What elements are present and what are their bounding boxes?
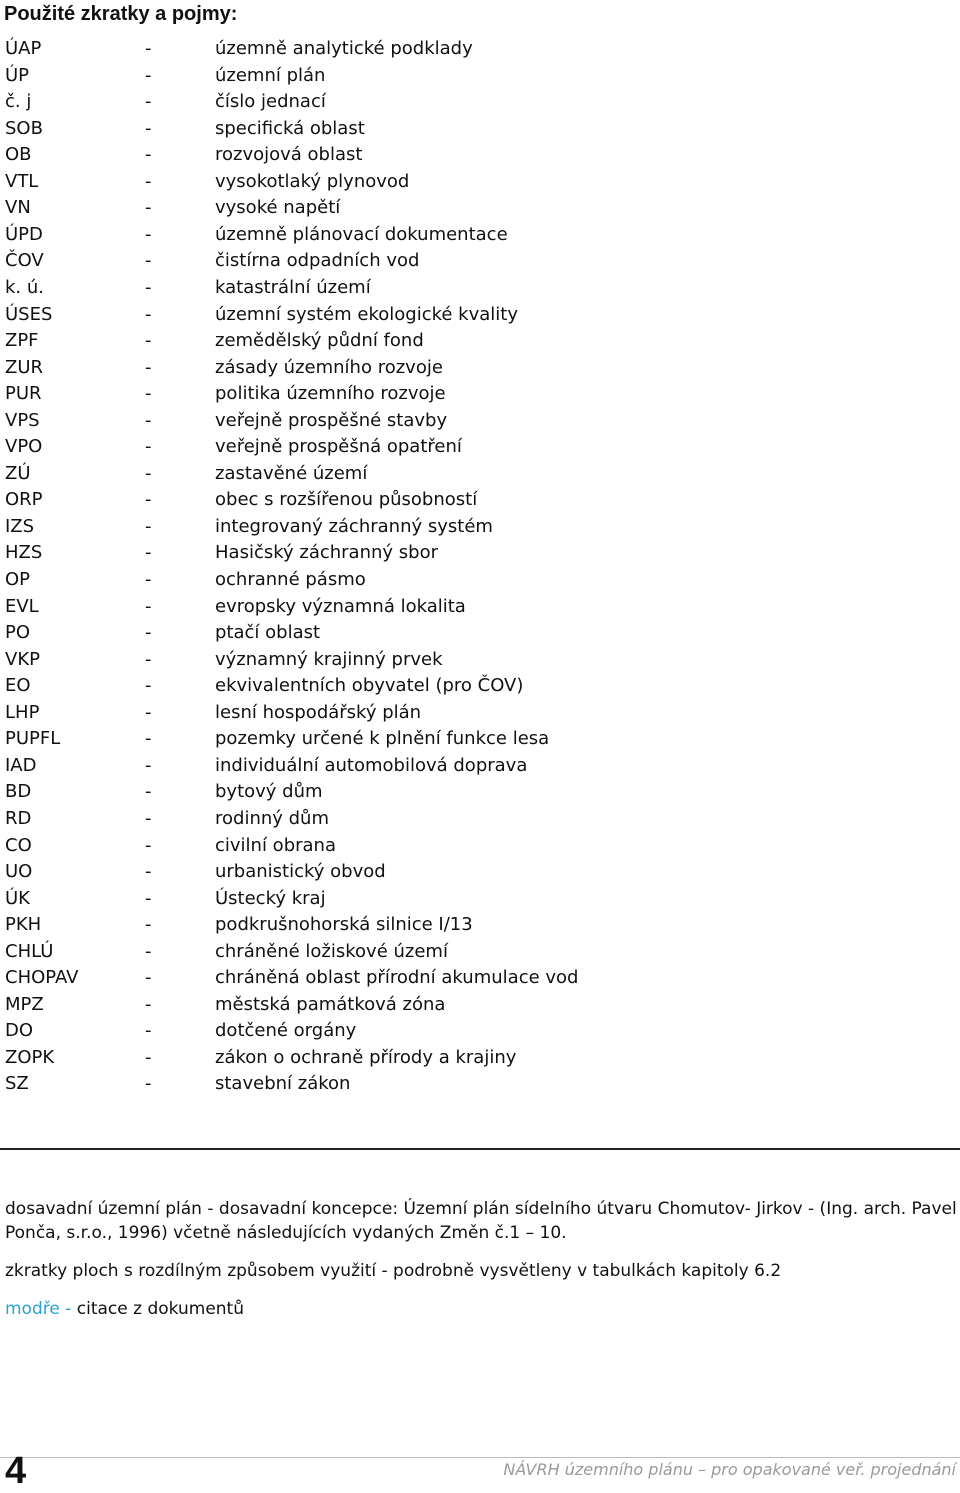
- abbreviation-separator: -: [145, 569, 152, 590]
- previous-plan-note: dosavadní územní plán - dosavadní koncepce: Územní plán sídelního útvaru Chomutov- Jirkov - (Ing. arch. Pavel Ponča, s.r.o., 1996) včetně následujících vydaných Změn č.1 – 10.: [5, 1199, 957, 1243]
- abbreviation-row: [0, 116, 960, 142]
- abbreviation-meaning: veřejně prospěšné stavby: [215, 409, 448, 431]
- abbreviation-separator: -: [145, 1020, 152, 1042]
- page-title: Použité zkratky a pojmy:: [4, 3, 238, 25]
- footer-divider: [0, 1457, 960, 1458]
- abbreviation-meaning: pozemky určené k plnění funkce lesa: [215, 728, 550, 750]
- abbreviation-term: BD: [5, 781, 32, 803]
- abbreviation-meaning: Ústecký kraj: [215, 887, 326, 909]
- abbreviation-row: [0, 753, 960, 779]
- abbreviation-row: [0, 700, 960, 726]
- abbreviation-separator: -: [145, 436, 152, 458]
- abbreviation-row: [0, 540, 960, 566]
- abbreviation-term: IAD: [5, 754, 37, 776]
- abbreviation-term: VTL: [5, 170, 39, 192]
- abbreviation-separator: -: [145, 276, 152, 298]
- abbreviation-meaning: rozvojová oblast: [215, 144, 363, 166]
- abbreviation-term: ČOV: [5, 250, 44, 272]
- land-use-note: zkratky ploch s rozdílným způsobem využití - podrobně vysvětleny v tabulkách kapitoly 6.2: [5, 1261, 782, 1281]
- abbreviation-term: ÚP: [5, 64, 30, 86]
- abbreviation-row: [0, 89, 960, 115]
- abbreviation-term: ZÚ: [5, 462, 31, 484]
- abbreviation-separator: -: [145, 515, 152, 537]
- abbreviation-separator: -: [145, 648, 152, 670]
- abbreviation-meaning: lesní hospodářský plán: [215, 701, 422, 723]
- abbreviation-row: [0, 63, 960, 89]
- abbreviation-separator: -: [145, 91, 152, 113]
- abbreviation-separator: -: [145, 595, 152, 617]
- abbreviation-row: [0, 886, 960, 912]
- running-title: NÁVRH územního plánu – pro opakované veř. projednání: [503, 1460, 956, 1479]
- abbreviation-term: CHOPAV: [5, 967, 79, 989]
- abbreviation-row: [0, 355, 960, 381]
- abbreviation-term: LHP: [5, 701, 40, 723]
- abbreviation-separator: -: [145, 834, 152, 856]
- abbreviation-meaning: číslo jednací: [215, 91, 326, 113]
- abbreviation-term: ZUR: [5, 356, 44, 378]
- abbreviation-term: IZS: [5, 515, 35, 537]
- abbreviation-row: [0, 1045, 960, 1071]
- abbreviation-separator: -: [145, 330, 152, 352]
- abbreviation-separator: -: [145, 675, 152, 697]
- abbreviation-meaning: dotčené orgány: [215, 1020, 357, 1042]
- abbreviation-separator: -: [145, 754, 152, 776]
- abbreviation-row: [0, 408, 960, 434]
- abbreviation-meaning: vysokotlaký plynovod: [215, 170, 410, 192]
- abbreviation-meaning: územně plánovací dokumentace: [215, 223, 508, 245]
- abbreviation-meaning: ochranné pásmo: [215, 569, 366, 590]
- abbreviation-row: [0, 939, 960, 965]
- abbreviation-meaning: integrovaný záchranný systém: [215, 515, 493, 537]
- abbreviation-separator: -: [145, 967, 152, 989]
- abbreviation-separator: -: [145, 250, 152, 272]
- abbreviation-term: VPO: [5, 436, 43, 458]
- abbreviation-term: ÚPD: [5, 223, 43, 245]
- abbreviation-row: [0, 222, 960, 248]
- abbreviation-term: MPZ: [5, 993, 44, 1015]
- abbreviation-separator: -: [145, 197, 152, 219]
- abbreviation-separator: -: [145, 64, 152, 86]
- abbreviation-separator: -: [145, 38, 152, 59]
- abbreviation-separator: -: [145, 914, 152, 936]
- abbreviation-term: DO: [5, 1020, 34, 1042]
- abbreviation-meaning: rodinný dům: [215, 807, 330, 829]
- abbreviation-separator: -: [145, 1073, 152, 1095]
- abbreviation-meaning: čistírna odpadních vod: [215, 250, 420, 272]
- abbreviation-meaning: katastrální území: [215, 276, 371, 298]
- abbreviation-term: ZPF: [5, 330, 39, 352]
- abbreviation-term: k. ú.: [5, 276, 44, 298]
- abbreviation-row: [0, 647, 960, 673]
- abbreviation-term: VPS: [5, 409, 40, 431]
- abbreviation-separator: -: [145, 356, 152, 378]
- abbreviation-meaning: zastavěné území: [215, 462, 368, 484]
- abbreviation-row: [0, 434, 960, 460]
- abbreviation-term: PUPFL: [5, 728, 61, 750]
- abbreviation-meaning: ekvivalentních obyvatel (pro ČOV): [215, 675, 524, 697]
- abbreviation-row: [0, 195, 960, 221]
- abbreviation-separator: -: [145, 887, 152, 909]
- abbreviation-meaning: evropsky významná lokalita: [215, 595, 466, 617]
- abbreviation-meaning: podkrušnohorská silnice I/13: [215, 914, 473, 936]
- abbreviation-term: SOB: [5, 117, 43, 139]
- abbreviation-separator: -: [145, 117, 152, 139]
- abbreviation-separator: -: [145, 303, 152, 325]
- abbreviation-term: HZS: [5, 542, 43, 564]
- abbreviation-row: [0, 381, 960, 407]
- abbreviation-separator: -: [145, 622, 152, 644]
- abbreviation-separator: -: [145, 462, 152, 484]
- abbreviation-meaning: zásady územního rozvoje: [215, 356, 443, 378]
- abbreviation-meaning: politika územního rozvoje: [215, 383, 446, 405]
- abbreviation-row: [0, 169, 960, 195]
- abbreviation-term: OB: [5, 144, 32, 166]
- abbreviation-row: [0, 328, 960, 354]
- abbreviation-separator: -: [145, 489, 152, 511]
- abbreviation-meaning: vysoké napětí: [215, 197, 341, 219]
- abbreviation-separator: -: [145, 993, 152, 1015]
- abbreviation-term: EVL: [5, 595, 39, 617]
- abbreviation-separator: -: [145, 170, 152, 192]
- abbreviation-meaning: zemědělský půdní fond: [215, 330, 424, 352]
- abbreviation-meaning: veřejně prospěšná opatření: [215, 436, 462, 458]
- abbreviation-meaning: urbanistický obvod: [215, 861, 386, 883]
- abbreviation-term: ORP: [5, 489, 43, 511]
- abbreviation-row: [0, 806, 960, 832]
- abbreviation-separator: -: [145, 861, 152, 883]
- abbreviation-term: EO: [5, 675, 31, 697]
- abbreviation-separator: -: [145, 728, 152, 750]
- abbreviation-row: [0, 779, 960, 805]
- abbreviation-meaning: Hasičský záchranný sbor: [215, 542, 438, 564]
- abbreviation-term: CHLÚ: [5, 940, 54, 962]
- abbreviation-meaning: zákon o ochraně přírody a krajiny: [215, 1046, 517, 1068]
- abbreviation-meaning: obec s rozšířenou působností: [215, 489, 478, 511]
- abbreviation-term: PKH: [5, 914, 42, 936]
- abbreviation-row: [0, 833, 960, 859]
- color-legend-note: [5, 1297, 960, 1321]
- abbreviation-term: PO: [5, 622, 31, 644]
- abbreviation-row: [0, 594, 960, 620]
- abbreviation-meaning: významný krajinný prvek: [215, 648, 443, 670]
- abbreviation-term: č. j: [5, 91, 32, 113]
- abbreviation-separator: -: [145, 383, 152, 405]
- notes-section: [5, 1197, 960, 1335]
- abbreviation-separator: -: [145, 807, 152, 829]
- abbreviation-row: [0, 912, 960, 938]
- abbreviation-meaning: civilní obrana: [215, 834, 336, 856]
- abbreviation-meaning: individuální automobilová doprava: [215, 754, 528, 776]
- abbreviation-row: [0, 992, 960, 1018]
- abbreviation-meaning: územní plán: [215, 64, 326, 86]
- abbreviation-term: CO: [5, 834, 32, 856]
- abbreviation-separator: -: [145, 144, 152, 166]
- abbreviation-term: ÚK: [5, 887, 30, 909]
- abbreviation-separator: -: [145, 701, 152, 723]
- abbreviation-row: [0, 859, 960, 885]
- abbreviation-row: [0, 248, 960, 274]
- abbreviation-meaning: územně analytické podklady: [215, 38, 473, 59]
- abbreviation-meaning: chráněná oblast přírodní akumulace vod: [215, 967, 579, 989]
- abbreviation-term: VN: [5, 197, 31, 219]
- abbreviation-term: ÚAP: [5, 38, 42, 59]
- abbreviation-separator: -: [145, 223, 152, 245]
- abbreviation-row: [0, 36, 960, 62]
- abbreviation-row: [0, 302, 960, 328]
- abbreviation-row: [0, 142, 960, 168]
- abbreviation-meaning: ptačí oblast: [215, 622, 321, 644]
- abbreviation-term: UO: [5, 861, 33, 883]
- abbreviation-row: [0, 514, 960, 540]
- abbreviation-row: [0, 567, 960, 593]
- abbreviation-row: [0, 487, 960, 513]
- abbreviation-row: [0, 1071, 960, 1097]
- abbreviation-term: RD: [5, 807, 32, 829]
- abbreviation-row: [0, 965, 960, 991]
- abbreviation-row: [0, 726, 960, 752]
- blue-color-label: modře -: [5, 1299, 72, 1319]
- abbreviation-separator: -: [145, 940, 152, 962]
- abbreviation-term: OP: [5, 569, 31, 590]
- abbreviation-term: SZ: [5, 1073, 29, 1095]
- abbreviation-meaning: stavební zákon: [215, 1073, 351, 1095]
- abbreviation-separator: -: [145, 409, 152, 431]
- abbreviation-row: [0, 673, 960, 699]
- abbreviation-term: PUR: [5, 383, 42, 405]
- abbreviation-separator: -: [145, 542, 152, 564]
- abbreviation-row: [0, 275, 960, 301]
- abbreviation-meaning: územní systém ekologické kvality: [215, 303, 518, 325]
- section-divider: [0, 1148, 960, 1150]
- abbreviation-term: ÚSES: [5, 303, 53, 325]
- page-number: 4: [5, 1450, 27, 1492]
- color-legend-text: citace z dokumentů: [71, 1299, 244, 1319]
- abbreviation-row: [0, 620, 960, 646]
- abbreviation-meaning: specifická oblast: [215, 117, 365, 139]
- abbreviation-row: [0, 1018, 960, 1044]
- abbreviation-meaning: chráněné ložiskové území: [215, 940, 448, 962]
- abbreviation-meaning: městská památková zóna: [215, 993, 446, 1015]
- abbreviation-separator: -: [145, 1046, 152, 1068]
- abbreviation-separator: -: [145, 781, 152, 803]
- abbreviation-meaning: bytový dům: [215, 781, 323, 803]
- abbreviation-term: VKP: [5, 648, 40, 670]
- abbreviation-row: [0, 461, 960, 487]
- abbreviation-term: ZOPK: [5, 1046, 55, 1068]
